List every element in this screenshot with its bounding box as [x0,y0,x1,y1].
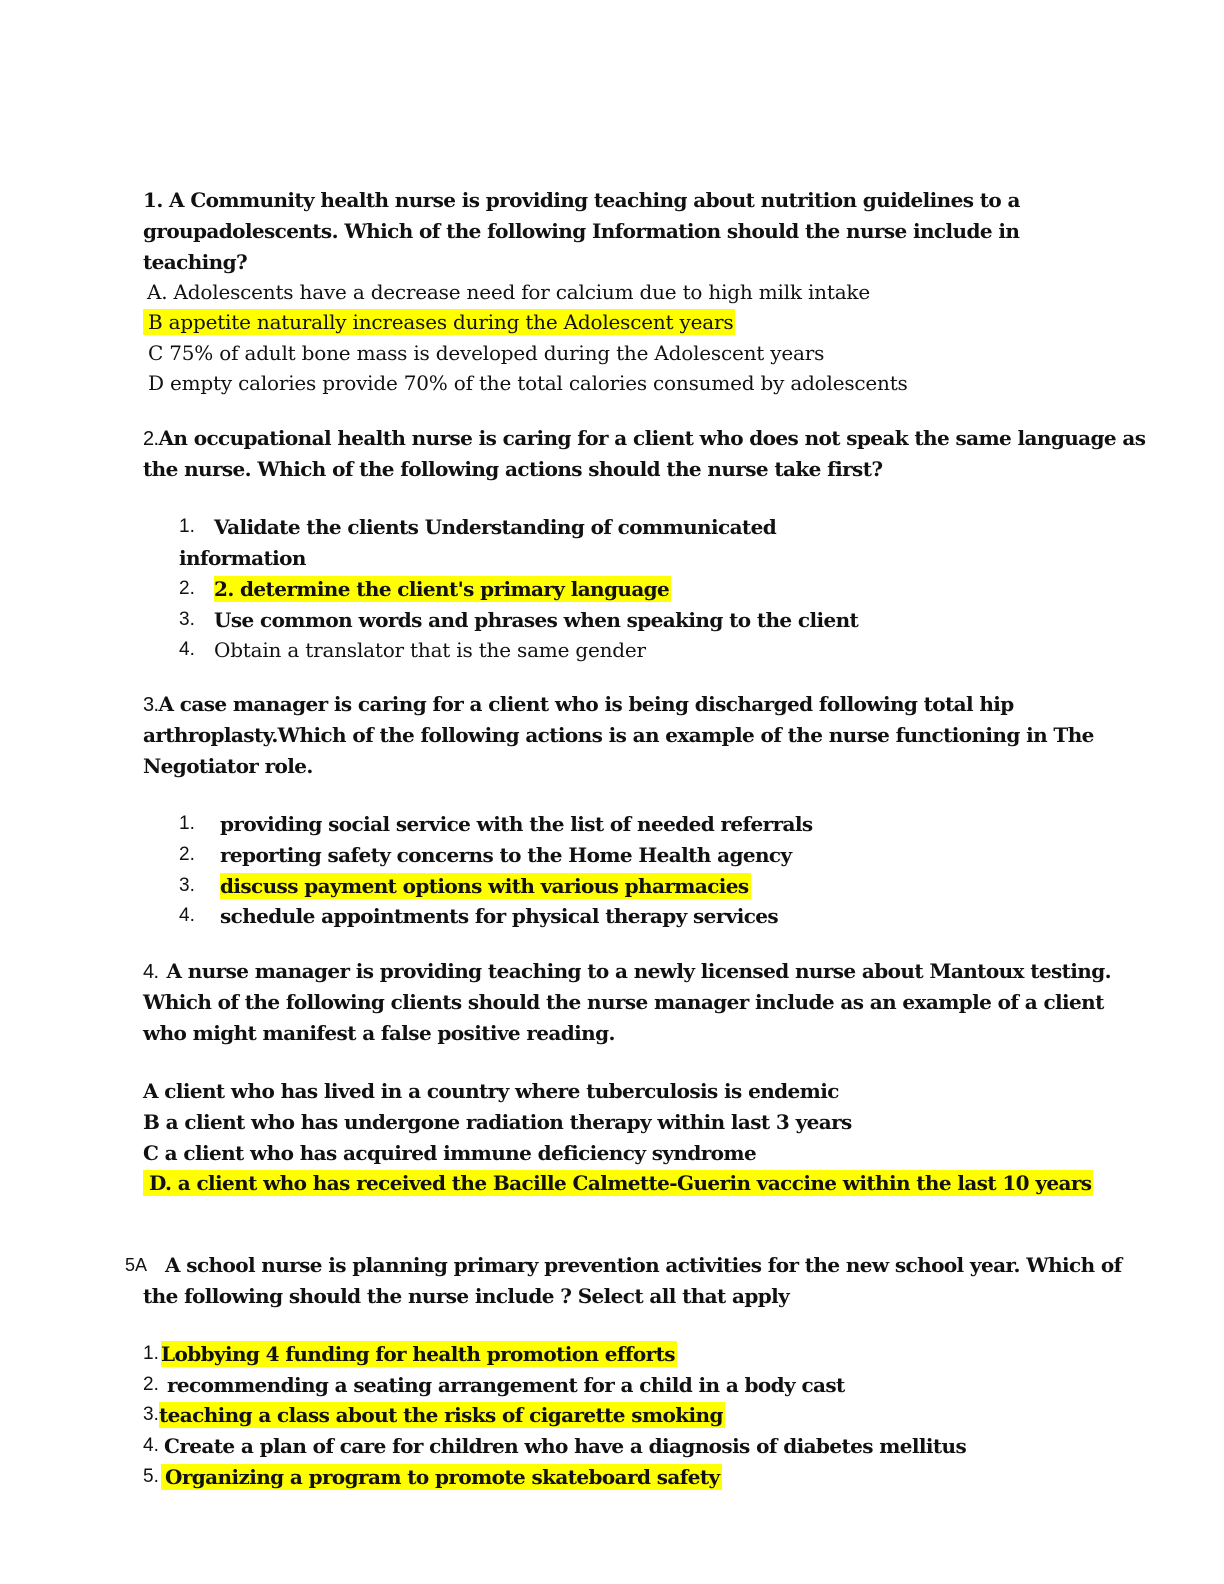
q2-option-1: Validate the clients Understanding of communicated [214,515,777,539]
q5-option-3-highlighted: teaching a class about the risks of cigarette smoking [159,1403,723,1427]
q1-option-c: C 75% of adult bone mass is developed during the Adolescent years [148,341,825,365]
q1-stem-line-1: 1. A Community health nurse is providing teaching about nutrition guidelines to a [143,188,1020,212]
q5-option-5-number: 5. [143,1466,159,1487]
q4-stem-line-3: who might manifest a false positive reading. [143,1021,615,1045]
q2-stem-text-1: An occupational health nurse is caring for a client who does not speak the same language as [158,426,1146,450]
q2-stem-line-2: the nurse. Which of the following actions should the nurse take first? [143,457,883,481]
q3-stem-line-1 [143,691,1014,718]
q3-option-3-highlighted: discuss payment options with various pharmacies [220,874,749,898]
q5-option-2-number: 2. [143,1374,159,1395]
q3-number: 3. [143,694,159,716]
q2-option-4: Obtain a translator that is the same gender [214,638,646,662]
q2-option-2-number: 2. [179,578,195,599]
q5-option-5-highlighted: Organizing a program to promote skateboard safety [161,1464,722,1490]
q1-stem-line-3: teaching? [143,250,248,274]
q5-option-1-number: 1. [143,1343,159,1364]
q2-option-4-number: 4. [179,639,195,660]
q5-stem-line-2: the following should the nurse include ? Select all that apply [143,1284,790,1308]
q4-stem-text-1: A nurse manager is providing teaching to a newly licensed nurse about Mantoux testing. [166,959,1111,983]
q3-stem-line-2: arthroplasty.Which of the following actions is an example of the nurse functioning in The [143,723,1094,747]
q1-option-a: A. Adolescents have a decrease need for calcium due to high milk intake [147,280,870,304]
q4-number: 4. [143,961,159,983]
q3-option-1-number: 1. [179,813,195,834]
q2-number: 2. [143,428,159,450]
q2-option-3-number: 3. [179,609,195,630]
q3-option-4-number: 4. [179,905,195,926]
q3-option-3-number: 3. [179,875,195,896]
q2-option-1-number: 1. [179,516,195,537]
q5-option-4: Create a plan of care for children who have a diagnosis of diabetes mellitus [164,1434,967,1458]
q1-option-b-highlighted: B appetite naturally increases during the Adolescent years [143,309,735,335]
q3-option-2: reporting safety concerns to the Home Health agency [220,843,792,867]
q1-option-d: D empty calories provide 70% of the total calories consumed by adolescents [148,371,908,395]
q1-stem-line-2: groupadolescents. Which of the following Information should the nurse include in [143,219,1020,243]
q4-option-d-highlighted: D. a client who has received the Bacille Calmette-Guerin vaccine within the last 10 years [143,1170,1093,1196]
q2-stem-line-1 [143,425,1145,452]
q3-option-4: schedule appointments for physical therapy services [220,904,779,928]
q3-stem-text-1: A case manager is caring for a client who is being discharged following total hip [158,692,1014,716]
q2-option-1-continued: information [179,546,306,570]
q2-option-2-highlighted: 2. determine the client's primary language [214,577,670,601]
q5-option-1-highlighted: Lobbying 4 funding for health promotion efforts [161,1342,675,1366]
q5-option-2: recommending a seating arrangement for a child in a body cast [167,1373,845,1397]
q4-stem-line-2: Which of the following clients should the nurse manager include as an example of a client [143,990,1104,1014]
q5-stem-line-1: A school nurse is planning primary prevention activities for the new school year. Which of [165,1253,1122,1277]
q3-option-1: providing social service with the list of needed referrals [220,812,813,836]
q4-option-c: C a client who has acquired immune deficiency syndrome [143,1141,757,1165]
q5-option-3-number: 3. [143,1404,159,1425]
q4-stem-line-1 [143,958,1111,985]
q5-number: 5A [125,1255,148,1275]
q4-option-b: B a client who has undergone radiation therapy within last 3 years [143,1110,852,1134]
q5-option-4-number: 4. [143,1435,159,1456]
q3-stem-line-3: Negotiator role. [143,754,313,778]
q2-option-3: Use common words and phrases when speaking to the client [214,608,859,632]
q4-option-a: A client who has lived in a country where tuberculosis is endemic [143,1079,839,1103]
q3-option-2-number: 2. [179,844,195,865]
